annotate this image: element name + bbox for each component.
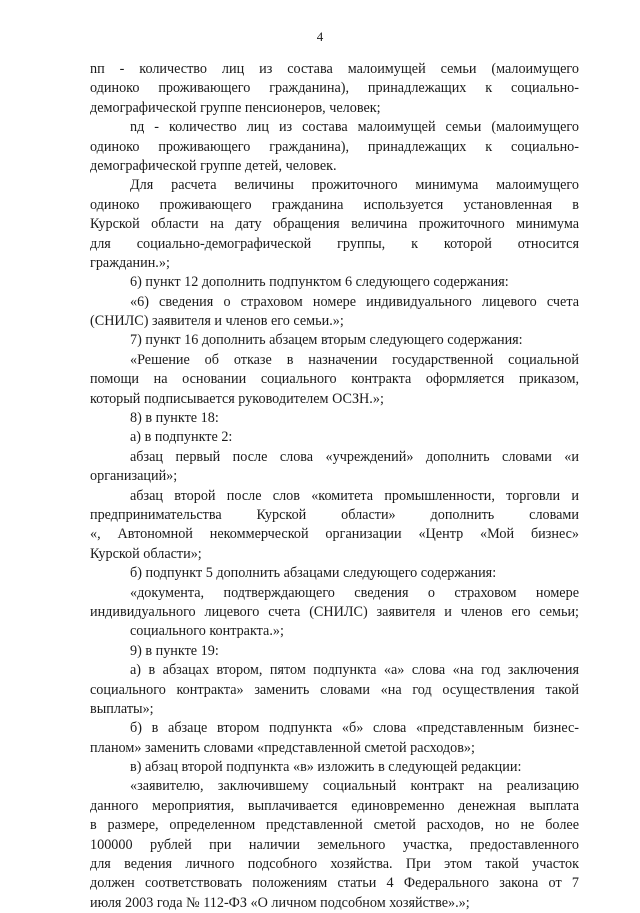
text-line: nп - количество лиц из состава малоимущей семьи (малоимущего [90,61,579,77]
text-line: «Решение об отказе в назначении государственной социальной [130,351,579,368]
text-line: «, Автономной некоммерческой организации «Центр «Мой бизнес» [90,526,579,543]
text-line: демографической группе детей, человек. [90,157,337,174]
text-line: в) абзац второй подпункта «в» изложить в следующей редакции: [130,759,522,776]
text-line: Курской области на дату обращения величина прожиточного минимума [90,216,579,233]
text-line: июля 2003 года № 112-ФЗ «О личном подсобном хозяйстве».»; [90,894,470,911]
text-line: помощи на основании социального контракта оформляется приказом, [90,371,579,388]
document-body [90,60,579,913]
text-line: должен соответствовать положениям статьи 4 Федерального закона от 7 [90,875,579,892]
text-line: Курской области»; [90,545,202,562]
text-line: 9) в пункте 19: [130,642,219,659]
text-line: б) подпункт 5 дополнить абзацами следующего содержания: [130,565,497,582]
text-line: для ведения личного подсобного хозяйства. При этом такой участок [90,856,579,873]
text-line: Для расчета величины прожиточного минимума малоимущего [130,177,579,194]
text-line: nд - количество лиц из состава малоимущей семьи (малоимущего [130,119,579,136]
text-line: в размере, определенном представленной сметой расходов, но не более [90,817,579,834]
text-line: демографической группе пенсионеров, человек; [90,99,381,116]
text-line: для социально-демографической группы, к которой относится [90,235,579,252]
text-line: данного мероприятия, выплачивается единовременно денежная выплата [90,797,579,814]
text-line: предпринимательства Курской области» дополнить словами [90,506,579,523]
text-line: «документа, подтверждающего сведения о страховом номере [130,584,579,601]
text-line: (СНИЛС) заявителя и членов его семьи.»; [90,313,344,330]
text-line: 8) в пункте 18: [130,410,219,427]
text-line: планом» заменить словами «представленной сметой расходов»; [90,739,475,756]
text-line: социального контракта.»; [130,623,284,640]
text-line: выплаты»; [90,700,154,717]
text-line: 7) пункт 16 дополнить абзацем вторым следующего содержания: [130,332,523,349]
text-line: который подписывается руководителем ОСЗН.»; [90,390,384,407]
text-line: социального контракта» заменить словами «на год осуществления такой [90,681,579,698]
text-line: б) в абзаце втором подпункта «б» слова «представленным бизнес- [130,720,579,737]
text-line: а) в подпункте 2: [130,429,233,446]
text-line: 6) пункт 12 дополнить подпунктом 6 следующего содержания: [130,274,509,291]
text-line: «заявителю, заключившему социальный контракт на реализацию [130,778,579,795]
text-line: одиноко проживающего гражданина), принадлежащих к социально- [90,80,579,97]
text-line: «6) сведения о страховом номере индивидуального лицевого счета [130,293,579,310]
text-line: гражданин.»; [90,254,170,271]
text-line: абзац первый после слова «учреждений» дополнить словами «и [130,448,579,465]
text-line: одиноко проживающего гражданина), принадлежащих к социально- [90,138,579,155]
text-line: индивидуального лицевого счета (СНИЛС) заявителя и членов его семьи; [90,603,579,620]
text-line: абзац второй после слов «комитета промышленности, торговли и [130,487,579,504]
text-line: 100000 рублей при наличии земельного участка, предоставленного [90,836,579,853]
text-line: одиноко проживающего гражданина используется установленная в [90,196,579,213]
page-number: 4 [316,29,324,44]
text-line: а) в абзацах втором, пятом подпункта «а» слова «на год заключения [130,662,579,679]
text-line: организаций»; [90,468,178,485]
